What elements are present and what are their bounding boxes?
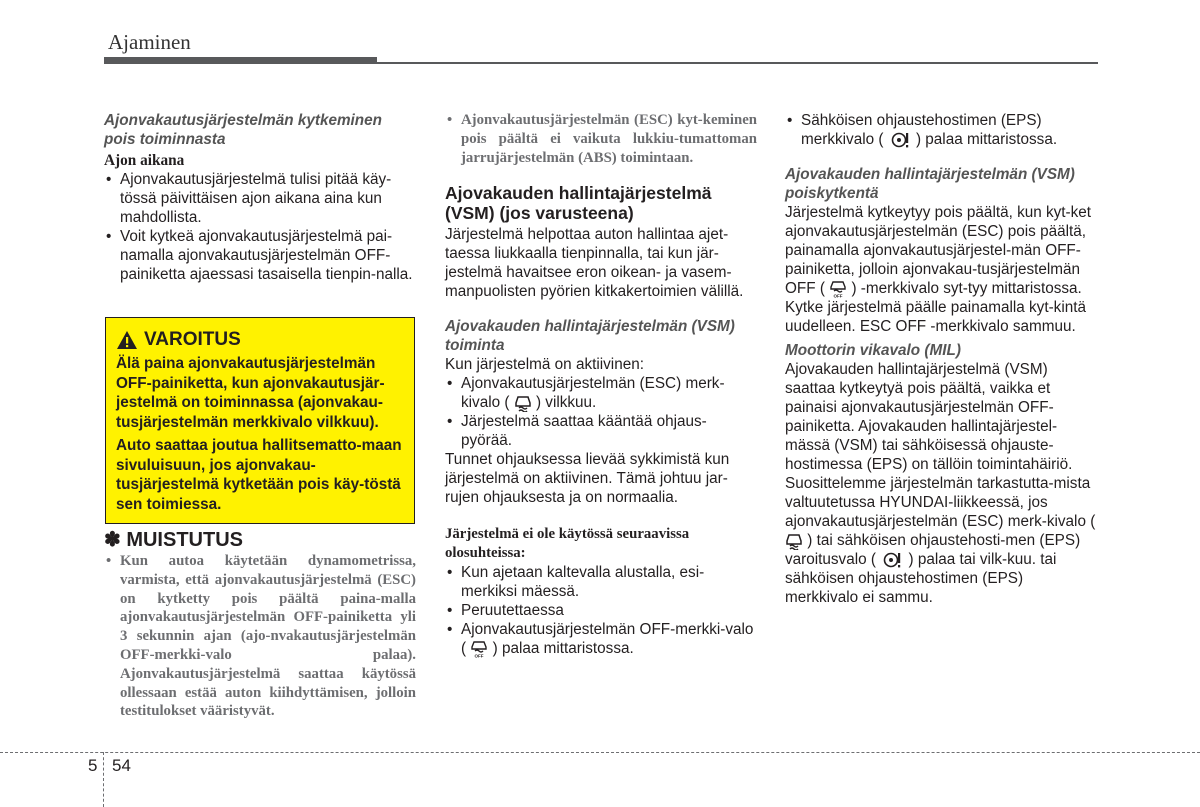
vsm-off-text-end: ) -merkkivalo syt-tyy mittaristossa. <box>851 280 1082 297</box>
esc-indicator-icon <box>785 532 803 550</box>
mil-subheading: Moottorin vikavalo (MIL) <box>785 342 961 359</box>
vsm-operation-lead: Kun järjestelmä on aktiivinen: <box>445 356 644 374</box>
esc-off-text-end: ) palaa mittaristossa. <box>492 640 634 658</box>
esc-indicator-text-end: ) vilkkuu. <box>535 394 597 412</box>
vsm-off-subheading: Ajovakauden hallintajärjestelmän (VSM) poiskytkentä <box>785 166 1075 202</box>
vsm-heading: Ajovakauden hallintajärjestelmä (VSM) (jos varusteena) <box>445 183 712 224</box>
footer-rule <box>0 752 1200 753</box>
eps-text: Sähköisen ohjaustehostimen (EPS) merkkivalo ( <box>801 112 1042 148</box>
eps-warning-icon <box>880 551 904 569</box>
vsm-on-para: Kytke järjestelmä päälle painamalla kyt-kintä uudelleen. ESC OFF -merkkivalo sammuu. <box>785 299 1086 335</box>
column-2 <box>445 111 757 658</box>
vsm-operation-para: Tunnet ohjauksessa lievää sykkimistä kun järjestelmä on aktiivinen. Tämä johtuu jar-rujen ohjauksesta ja on normaalia. <box>445 451 730 507</box>
vsm-off-para <box>785 203 1097 298</box>
mil-text: Ajovakauden hallintajärjestelmä (VSM) saattaa kytkeytyä pois päältä, vaikka et painaisi ajonvakautusjärjestelmän OFF-painiketta. Ajovakauden hallintajärjestel-mässä (VSM) tai sähköisessä ohjauste-hostimessa (EPS) on tällöin toimintahäiriö. Suosittelemme järjestelmän tarkastutta-mista valtuutetussa HYUNDAI-liikkeessä, jos ajonvakautusjärjestelmän (ESC) merk-kivalo ( <box>785 361 1096 530</box>
esc-off-icon <box>829 280 847 298</box>
list-item: • Peruutettaessa <box>445 601 757 620</box>
abs-note: • Ajonvakautusjärjestelmän (ESC) kyt-keminen pois päältä ei vaikuta lukkiu-tumattoman jarrujärjestelmän (ABS) toimintaan. <box>445 111 757 167</box>
list-item: • Järjestelmä saattaa kääntää ohjaus-pyörää. <box>445 412 757 450</box>
warning-label: VAROITUS <box>144 329 241 351</box>
note-title: ✽ MUISTUTUS <box>104 529 243 551</box>
list-item <box>785 111 1097 149</box>
esc-indicator-text: Ajonvakautusjärjestelmän (ESC) merk-kivalo ( <box>461 375 725 412</box>
note-section <box>104 531 416 721</box>
vsm-off-text: Järjestelmä kytkeytyy pois päältä, kun kyt-ket ajonvakautusjärjestelmän (ESC) pois päältä, painamalla ajonvakautusjärjestel-män OFF-painiketta, jolloin ajonvakau-tusjärjestelmän OFF ( <box>785 204 1092 297</box>
conditions-heading: Järjestelmä ei ole käytössä seuraavissa olosuhteissa: <box>445 526 690 562</box>
header-rule <box>104 62 1098 64</box>
warning-box <box>105 317 415 524</box>
list-item: • Ajonvakautusjärjestelmä tulisi pitää käy-tössä päivittäisen ajon aikana aina kun mahdollista. <box>104 170 416 227</box>
mil-para <box>785 360 1097 607</box>
driving-label: Ajon aikana <box>104 152 185 169</box>
mil-text-end: ) palaa tai vilk-kuu. tai sähköisen ohjaustehostimen (EPS) merkkivalo ei sammu. <box>785 551 1057 606</box>
warning-text-1: Älä paina ajonvakautusjärjestelmän OFF-painiketta, kun ajonvakautusjär-jestelmä on toiminnassa (ajonvakau-tusjärjestelmän merkkivalo vilkkuu). <box>116 355 385 431</box>
esc-off-icon <box>470 640 488 658</box>
eps-warning-icon <box>888 131 912 149</box>
list-item: • Voit kytkeä ajonvakautusjärjestelmä pai-namalla ajonvakautusjärjestelmän OFF-painiketta ajaessasi tasaisella tienpin-nalla. <box>104 227 416 284</box>
column-1 <box>104 111 416 284</box>
vsm-operation-subheading: Ajovakauden hallintajärjestelmän (VSM) toiminta <box>445 318 735 355</box>
esc-off-text: Ajonvakautusjärjestelmän OFF-merkki-valo ( <box>461 621 754 658</box>
chapter-number: 5 <box>88 756 98 775</box>
column-3 <box>785 111 1097 607</box>
note-text: • Kun autoa käytetään dynamometrissa, varmista, että ajonvakautusjärjestelmä (ESC) on kytketty pois päältä paina-malla ajonvakautusjärjestelmän OFF-painiketta yli 3 sekunnin ajan (ajo-nvakautusjärjestelmän OFF-merkki-valo palaa). Ajonvakautusjärjestelmä saattaa käytössä ollessaan estää auton kiihdyttämisen, jolloin testitulokset vääristyvät. <box>104 552 416 721</box>
chapter-title: Ajaminen <box>108 30 191 54</box>
warning-triangle-icon <box>116 330 138 350</box>
list-item <box>445 620 757 658</box>
warning-title <box>116 330 404 350</box>
vsm-intro: Järjestelmä helpottaa auton hallintaa ajet-taessa liukkaalla tienpinnalla, tai kun jär-jestelmä havaitsee eron oikean- ja vasem-manpuolisten pyörien kitkakertoimien välillä. <box>445 226 744 301</box>
warning-text-2: Auto saattaa joutua hallitsematto-maan sivuluisuun, jos ajonvakau-tusjärjestelmä kytketään pois käy-töstä sen toimiessa. <box>116 437 402 513</box>
svg-text:OFF: OFF <box>474 653 484 659</box>
list-item: • Kun ajetaan kaltevalla alustalla, esi-merkiksi mäessä. <box>445 563 757 601</box>
svg-text:OFF: OFF <box>833 293 843 298</box>
eps-text-end: ) palaa mittaristossa. <box>915 131 1058 148</box>
subheading-esc-off: Ajonvakautusjärjestelmän kytkeminen pois toiminnasta <box>104 112 383 148</box>
esc-indicator-icon <box>514 394 532 412</box>
page-number: 54 <box>112 756 131 775</box>
footer-divider <box>103 752 104 807</box>
mil-text-middle: ) tai sähköisen ohjaustehosti-men (EPS) varoitusvalo ( <box>785 532 1081 568</box>
list-item <box>445 374 757 412</box>
